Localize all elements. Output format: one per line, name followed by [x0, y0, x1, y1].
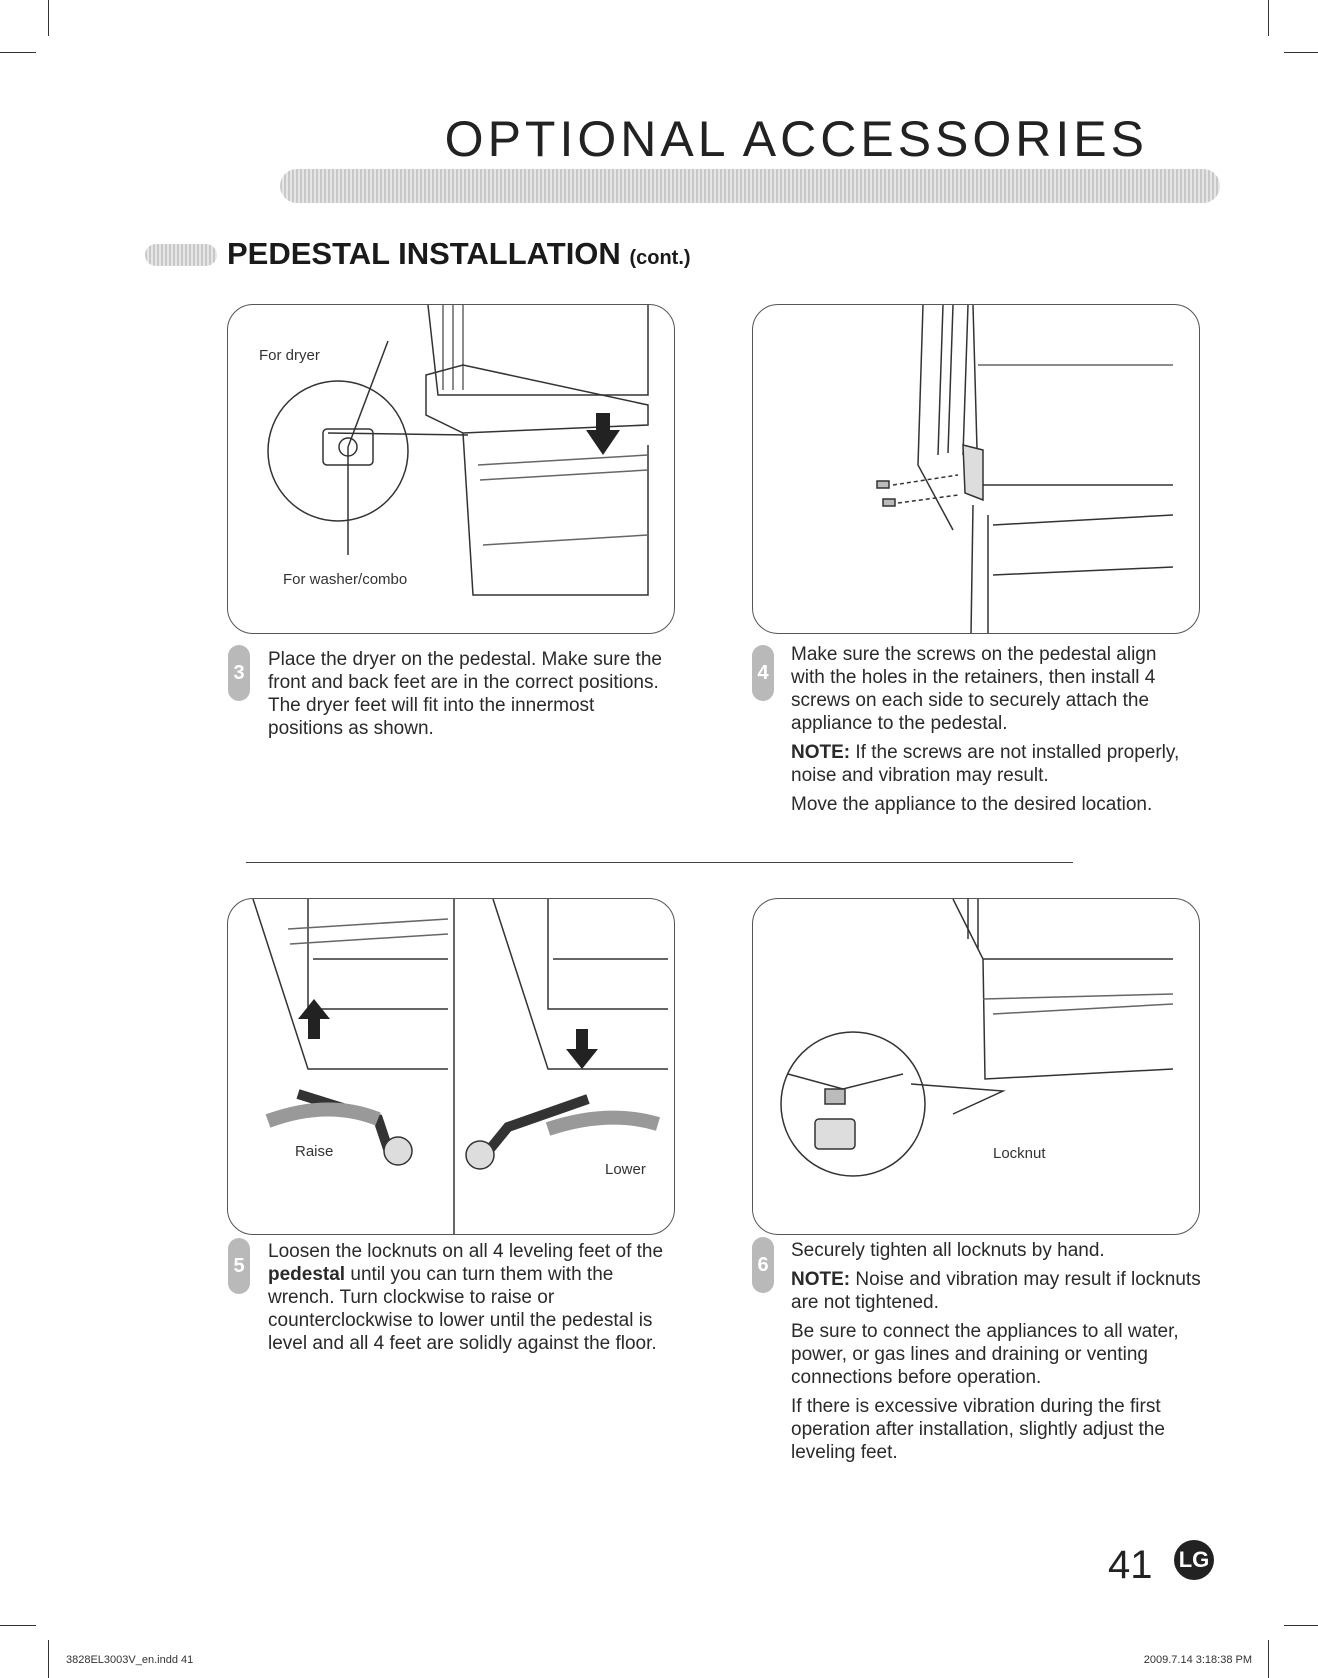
step-6-badge: 6: [752, 1237, 774, 1293]
step-6-illustration: [752, 898, 1200, 1235]
step-4-note-label: NOTE:: [791, 742, 851, 763]
step-6-note-label: NOTE:: [791, 1269, 851, 1290]
step-6-text: [791, 1239, 1201, 1470]
step-5-paragraph: [268, 1240, 678, 1355]
step-6-note: [791, 1268, 1201, 1314]
crop-mark: [1268, 0, 1269, 36]
step-5-text: [268, 1240, 678, 1361]
page-number: 41: [1108, 1543, 1153, 1587]
step-4-paragraph: Make sure the screws on the pedestal align with the holes in the retainers, then install 4 screws on each side to securely attach the appliance to the pedestal.: [791, 644, 1157, 734]
section-title: [227, 236, 691, 272]
section-divider: [246, 862, 1073, 863]
step-5-badge: 5: [228, 1238, 250, 1294]
step-4-text: [791, 643, 1191, 822]
section-title-cont: (cont.): [629, 247, 691, 269]
step-6-note-text: Noise and vibration may result if locknuts are not tightened.: [791, 1269, 1201, 1313]
title-bar: [280, 169, 1220, 203]
footer-filename: 3828EL3003V_en.indd 41: [66, 1654, 194, 1666]
label-locknut: Locknut: [993, 1145, 1046, 1162]
step-4-note: [791, 741, 1191, 787]
step-3-illustration: [227, 304, 675, 634]
step-6-extra-2: If there is excessive vibration during the first operation after installation, slightly adjust the leveling feet.: [791, 1396, 1165, 1463]
footer-timestamp: 2009.7.14 3:18:38 PM: [1143, 1654, 1252, 1666]
step-5-text-after: until you can turn them with the wrench. Turn clockwise to raise or counterclockwise to lower until the pedestal is level and all 4 feet are solidly against the floor.: [268, 1264, 657, 1354]
step-5-illustration: [227, 898, 675, 1235]
label-lower: Lower: [605, 1161, 646, 1178]
step-6-extra-1: Be sure to connect the appliances to all water, power, or gas lines and draining or venting connections before operation.: [791, 1321, 1179, 1388]
step-4-illustration: [752, 304, 1200, 634]
step-3-text: [268, 648, 668, 746]
crop-mark: [1284, 1625, 1318, 1626]
label-for-washer: For washer/combo: [283, 571, 408, 588]
lg-logo-icon: LG: [1174, 1540, 1214, 1580]
step-4-badge: 4: [752, 645, 774, 701]
label-for-dryer: For dryer: [259, 347, 320, 364]
step-3-badge: 3: [228, 645, 250, 701]
page-title: OPTIONAL ACCESSORIES: [444, 111, 1148, 167]
section-marker: [145, 244, 217, 266]
step-5-text-before: Loosen the locknuts on all 4 leveling feet of the: [268, 1241, 664, 1262]
crop-mark: [1268, 1640, 1269, 1678]
crop-mark: [0, 1625, 36, 1626]
crop-mark: [0, 52, 36, 53]
step-5-bold: pedestal: [268, 1264, 346, 1285]
crop-mark: [48, 1640, 49, 1678]
step-3-paragraph: Place the dryer on the pedestal. Make sure the front and back feet are in the correct positions. The dryer feet will fit into the innermost positions as shown.: [268, 649, 662, 739]
crop-mark: [1284, 52, 1318, 53]
step-4-note-text: If the screws are not installed properly, noise and vibration may result.: [791, 742, 1180, 786]
section-title-text: PEDESTAL INSTALLATION: [227, 236, 621, 271]
step-4-extra: Move the appliance to the desired location.: [791, 794, 1153, 815]
crop-mark: [48, 0, 49, 36]
step-6-paragraph: Securely tighten all locknuts by hand.: [791, 1240, 1105, 1261]
label-raise: Raise: [295, 1143, 334, 1160]
